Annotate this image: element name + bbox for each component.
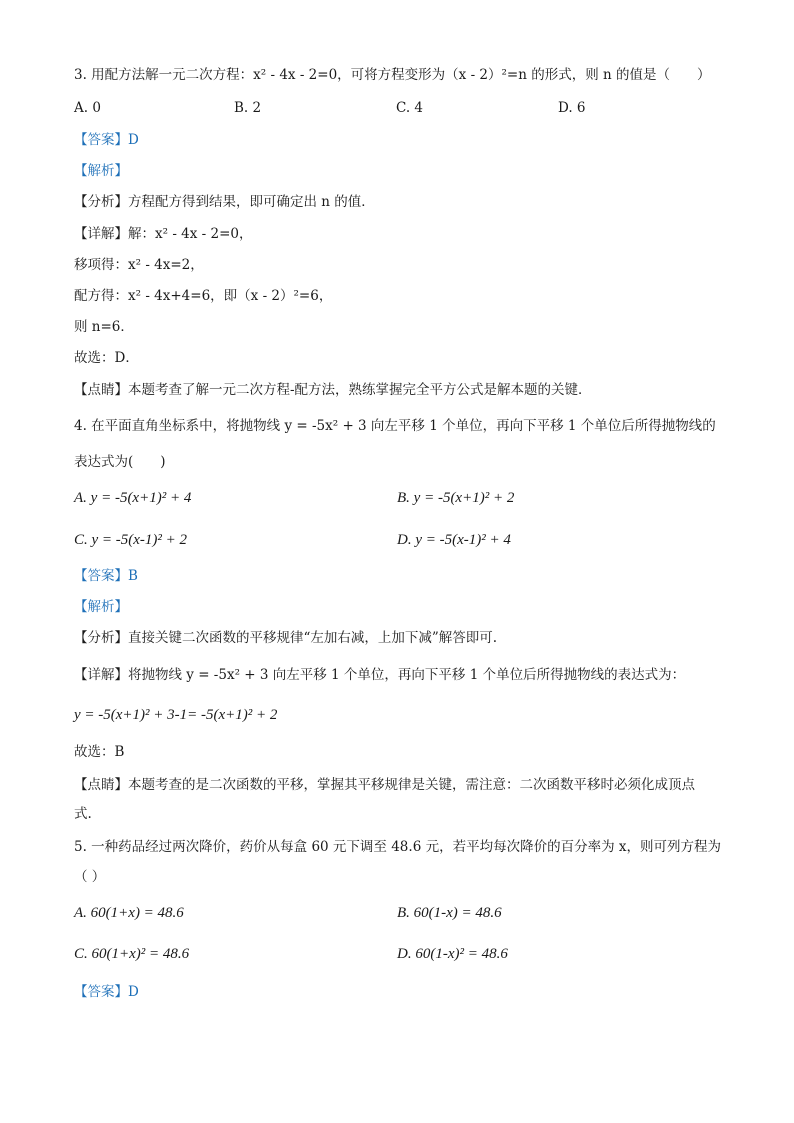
q3-detail-line: 配方得：x² - 4x+4=6，即（x - 2）²=6， <box>74 288 333 304</box>
q5-option-a: A. 60(1+x) = 48.6 <box>74 905 184 921</box>
q4-comment-line-1: 【点睛】本题考查的是二次函数的平移，掌握其平移规律是关键，需注意：二次函数平移时必须化成顶点 <box>74 777 695 793</box>
q3-detail-line: 则 n=6． <box>74 319 134 335</box>
q4-option-d: D. y = -5(x-1)² + 4 <box>397 532 511 548</box>
q3-analysis: 【分析】方程配方得到结果，即可确定出 n 的值． <box>74 194 375 210</box>
q4-detail-line-2: y = -5(x+1)² + 3-1= -5(x+1)² + 2 <box>74 707 278 723</box>
q4-comment-line-2: 式. <box>74 806 92 822</box>
q5-option-d: D. 60(1-x)² = 48.6 <box>397 946 508 962</box>
q4-analysis: 【分析】直接关键二次函数的平移规律“左加右减，上加下减”解答即可. <box>74 630 498 646</box>
q4-stem-line-2: 表达式为( ) <box>74 454 166 470</box>
q3-option-d: D. 6 <box>558 100 586 116</box>
q3-option-b: B. 2 <box>234 100 262 116</box>
q4-choice: 故选：B <box>74 744 125 760</box>
q3-stem: 3. 用配方法解一元二次方程：x² - 4x - 2=0，可将方程变形为（x - 2）²=n 的形式，则 n 的值是（ ） <box>74 67 711 83</box>
q3-detail-line: 故选：D． <box>74 350 139 366</box>
q3-detail-line: 移项得：x² - 4x=2， <box>74 257 204 273</box>
q5-option-b: B. 60(1-x) = 48.6 <box>397 905 502 921</box>
q3-option-a: A. 0 <box>74 100 101 116</box>
q4-option-a: A. y = -5(x+1)² + 4 <box>74 490 192 506</box>
q3-option-c: C. 4 <box>396 100 424 116</box>
q3-detail-line: 【详解】解：x² - 4x - 2=0， <box>74 226 253 242</box>
q5-stem-line-1: 5. 一种药品经过两次降价，药价从每盒 60 元下调至 48.6 元，若平均每次降价的百分率为 x，则可列方程为 <box>74 839 721 855</box>
q5-answer: 【答案】D <box>74 984 139 1000</box>
q3-analysis-heading: 【解析】 <box>74 163 128 179</box>
q4-analysis-heading: 【解析】 <box>74 599 128 615</box>
q4-option-c: C. y = -5(x-1)² + 2 <box>74 532 188 548</box>
q5-option-c: C. 60(1+x)² = 48.6 <box>74 946 190 962</box>
q3-comment: 【点睛】本题考查了解一元二次方程-配方法，熟练掌握完全平方公式是解本题的关键． <box>74 382 592 398</box>
q3-answer: 【答案】D <box>74 132 139 148</box>
q4-detail-line-1: 【详解】将抛物线 y = -5x² + 3 向左平移 1 个单位，再向下平移 1 个单位后所得抛物线的表达式为： <box>74 667 686 683</box>
q4-answer: 【答案】B <box>74 568 138 584</box>
q4-option-b: B. y = -5(x+1)² + 2 <box>397 490 515 506</box>
q5-stem-line-2: （ ） <box>74 869 106 885</box>
q4-stem-line-1: 4. 在平面直角坐标系中，将抛物线 y = -5x² + 3 向左平移 1 个单位，再向下平移 1 个单位后所得抛物线的 <box>74 418 716 434</box>
